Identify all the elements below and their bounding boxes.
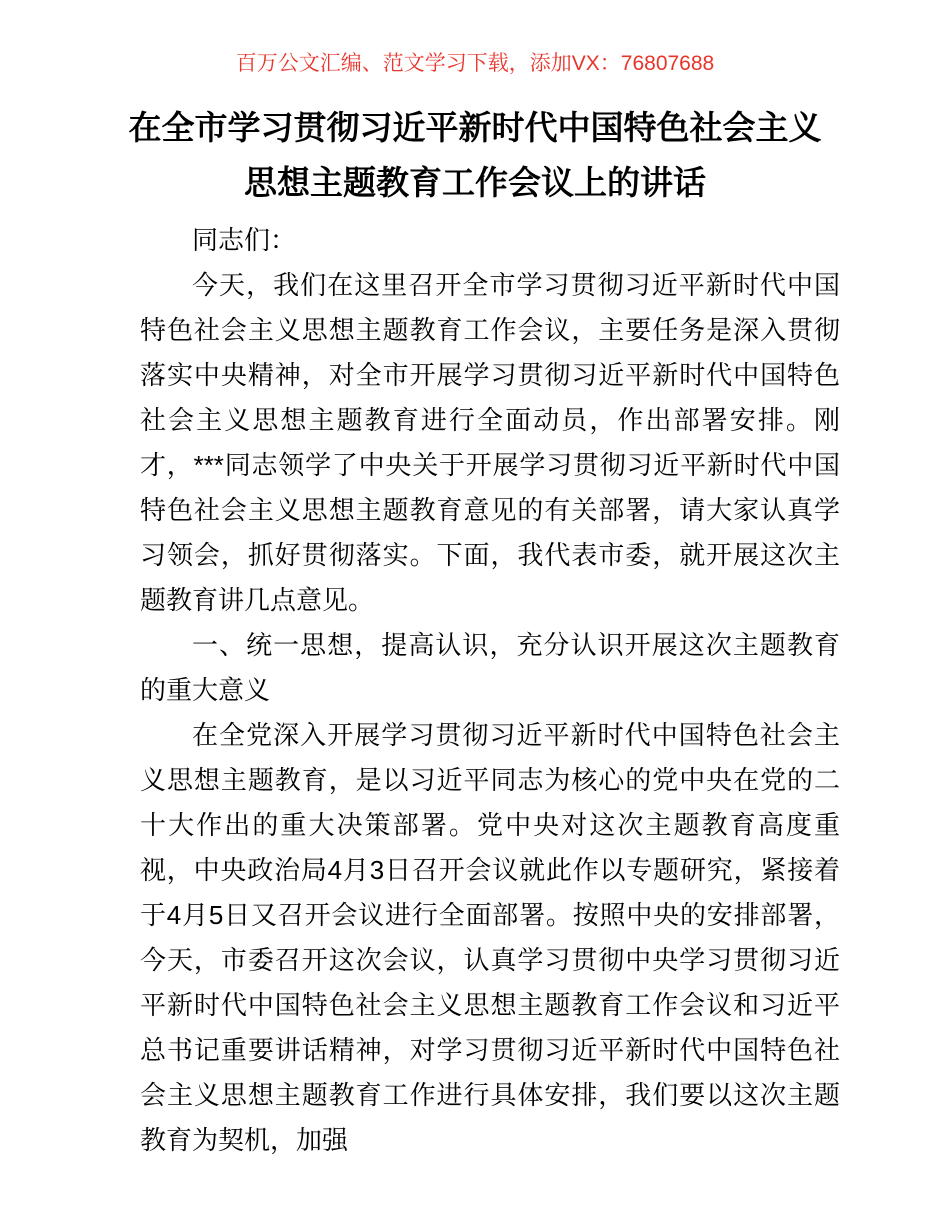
paragraph-salutation: 同志们： [192, 225, 297, 255]
promo-notice-banner: 百万公文汇编、范文学习下载，添加VX：76807688 [235, 52, 715, 75]
paragraph-opening: 今天，我们在这里召开全市学习贯彻习近平新时代中国特色社会主义思想主题教育工作会议，主要任务是深入贯彻落实中央精神，对全市开展学习贯彻习近平新时代中国特色社会主义思想主题教育进行全面动员，作出部署安排。刚才，***同志领学了中央关于开展学习贯彻习近平新时代中国特色社会主义思想主题教育意见的有关部署，请大家认真学习领会，抓好贯彻落实。下面，我代表市委，就开展这次主题教育讲几点意见。 [140, 270, 840, 615]
paragraph-section-1-body: 在全党深入开展学习贯彻习近平新时代中国特色社会主义思想主题教育，是以习近平同志为核心的党中央在党的二十大作出的重大决策部署。党中央对这次主题教育高度重视，中央政治局4月3日召开会议就此作以专题研究，紧接着于4月5日又召开会议进行全面部署。按照中央的安排部署，今天，市委召开这次会议，认真学习贯彻中央学习贯彻习近平新时代中国特色社会主义思想主题教育工作会议和习近平总书记重要讲话精神，对学习贯彻习近平新时代中国特色社会主义思想主题教育工作进行具体安排，我们要以这次主题教育为契机，加强 [140, 720, 840, 1155]
document-title: 在全市学习贯彻习近平新时代中国特色社会主义思想主题教育工作会议上的讲话 [128, 109, 822, 201]
paragraph-section-heading-1: 一、统一思想，提高认识，充分认识开展这次主题教育的重大意义 [140, 630, 840, 705]
document-body [140, 218, 840, 1163]
